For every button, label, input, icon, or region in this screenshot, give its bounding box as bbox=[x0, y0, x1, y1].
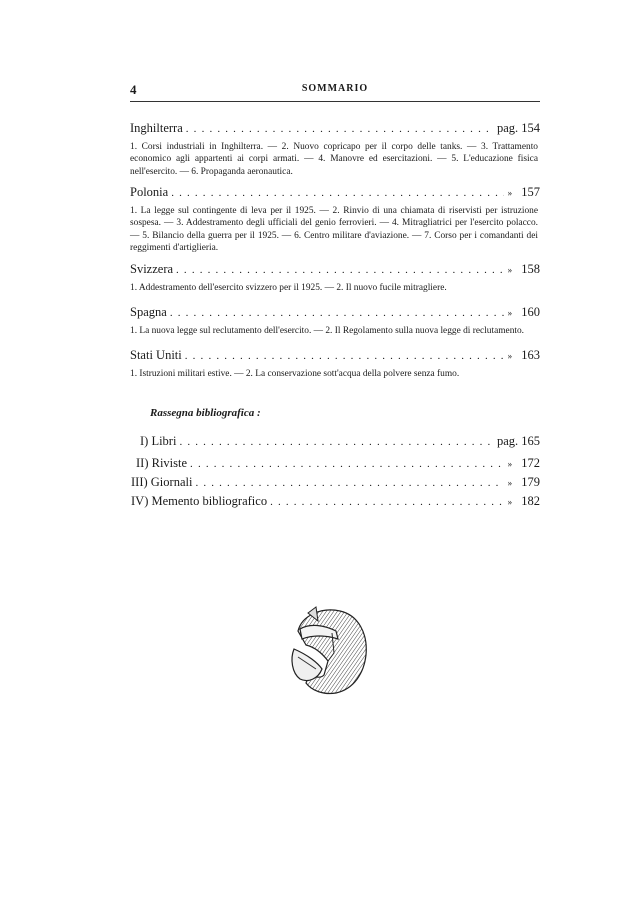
toc-entry-line bbox=[130, 434, 540, 450]
toc-entry-title: Polonia bbox=[130, 185, 169, 199]
toc-section-spagna bbox=[130, 305, 540, 337]
toc-page-ref bbox=[493, 121, 540, 136]
toc-page-ref bbox=[504, 262, 540, 278]
leader-dots bbox=[270, 495, 504, 510]
toc-entry-title: Spagna bbox=[130, 305, 167, 319]
toc-entry-summary: 1. Istruzioni militari estive. — 2. La conservazione sott'acqua della polvere senza fumo. bbox=[130, 369, 460, 379]
toc-section-stati-uniti bbox=[130, 348, 540, 380]
toc-entry-title: Svizzera bbox=[130, 262, 174, 276]
page-prefix: » bbox=[507, 308, 513, 318]
toc-page-ref bbox=[504, 305, 540, 321]
toc-entry-summary: 1. La nuova legge sul reclutamento dell'esercito. — 2. Il Regolamento sulla nuova legge di reclutamento. bbox=[130, 326, 525, 336]
page-value: 154 bbox=[521, 121, 540, 135]
toc-entry-title: Inghilterra bbox=[130, 121, 183, 135]
page-prefix: pag. bbox=[496, 434, 519, 448]
toc-entry-summary: 1. Corsi industriali in Inghilterra. — 2. Nuovo copricapo per il corpo delle tanks. — 3. Trattamento economico agli appartenti ai corpi armati. — 4. Manovre ed esercitazioni. — 5. L'educazione fisica nell'esercito. — 6. Propaganda aeronautica. bbox=[130, 142, 538, 177]
page-value: 160 bbox=[521, 305, 540, 319]
toc-entry-summary: 1. Addestramento dell'esercito svizzero per il 1925. — 2. Il nuovo fucile mitragliere. bbox=[130, 283, 447, 293]
leader-dots bbox=[176, 263, 504, 278]
toc-entry-line bbox=[130, 348, 540, 364]
page-value: 163 bbox=[521, 348, 540, 362]
toc-entry-line bbox=[130, 305, 540, 321]
toc-entry-title: I) Libri bbox=[140, 434, 177, 448]
helmet-ornament-icon bbox=[288, 603, 372, 699]
toc-entry-title: III) Giornali bbox=[131, 475, 193, 489]
toc-section-svizzera bbox=[130, 262, 540, 294]
toc-entry-title: IV) Memento bibliografico bbox=[131, 494, 268, 508]
page-header bbox=[130, 82, 540, 98]
page-prefix: » bbox=[507, 351, 513, 361]
toc-entry-line bbox=[130, 494, 540, 510]
leader-dots bbox=[170, 306, 504, 321]
toc-page-ref bbox=[493, 434, 540, 449]
page-prefix: » bbox=[507, 459, 513, 469]
header-rule bbox=[130, 101, 540, 102]
page-value: 158 bbox=[521, 262, 540, 276]
toc-page-ref bbox=[504, 456, 540, 472]
toc-page-ref bbox=[504, 475, 540, 491]
bibliography-item bbox=[130, 494, 540, 510]
toc-entry-line bbox=[130, 262, 540, 278]
leader-dots bbox=[195, 476, 503, 491]
bibliography-item bbox=[130, 475, 540, 491]
page-prefix: » bbox=[507, 478, 513, 488]
page-value: 179 bbox=[521, 475, 540, 489]
running-title: SOMMARIO bbox=[301, 83, 369, 94]
toc-entry-summary: 1. La legge sul contingente di leva per il 1925. — 2. Rinvio di una chiamata di riservisti per istruzione sospesa. — 3. Addestramento degli ufficiali del genio ferrovieri. — 4. Mitragliatrici per l'esercito polacco. — 5. Bilancio della guerra per il 1925. — 6. Centro militare d'aviazione. — 7. Corso per i comandanti dei reggimenti d'artiglieria. bbox=[130, 206, 538, 253]
page-value: 172 bbox=[521, 456, 540, 470]
leader-dots bbox=[179, 435, 492, 450]
bibliography-heading: Rassegna bibliografica : bbox=[150, 407, 261, 419]
leader-dots bbox=[190, 457, 504, 472]
toc-page-ref bbox=[504, 494, 540, 510]
toc-entry-line bbox=[130, 121, 540, 137]
page-prefix: » bbox=[507, 497, 513, 507]
page-prefix: » bbox=[507, 188, 513, 198]
page-number: 4 bbox=[130, 82, 137, 97]
toc-entry-line bbox=[130, 456, 540, 472]
page-value: 157 bbox=[521, 185, 540, 199]
page-value: 165 bbox=[521, 434, 540, 448]
toc-entry-line bbox=[130, 185, 540, 201]
page-prefix: pag. bbox=[496, 121, 519, 135]
toc-page-ref bbox=[504, 348, 540, 364]
bibliography-item bbox=[130, 434, 540, 450]
page-prefix: » bbox=[507, 265, 513, 275]
toc-entry-line bbox=[130, 475, 540, 491]
leader-dots bbox=[186, 122, 493, 137]
toc-section-inghilterra bbox=[130, 121, 540, 178]
leader-dots bbox=[185, 349, 504, 364]
toc-section-polonia bbox=[130, 185, 540, 254]
leader-dots bbox=[171, 186, 503, 201]
toc-page-ref bbox=[504, 185, 540, 201]
toc-entry-title: Stati Uniti bbox=[130, 348, 182, 362]
page-value: 182 bbox=[521, 494, 540, 508]
toc-entry-title: II) Riviste bbox=[136, 456, 188, 470]
bibliography-item bbox=[130, 456, 540, 472]
